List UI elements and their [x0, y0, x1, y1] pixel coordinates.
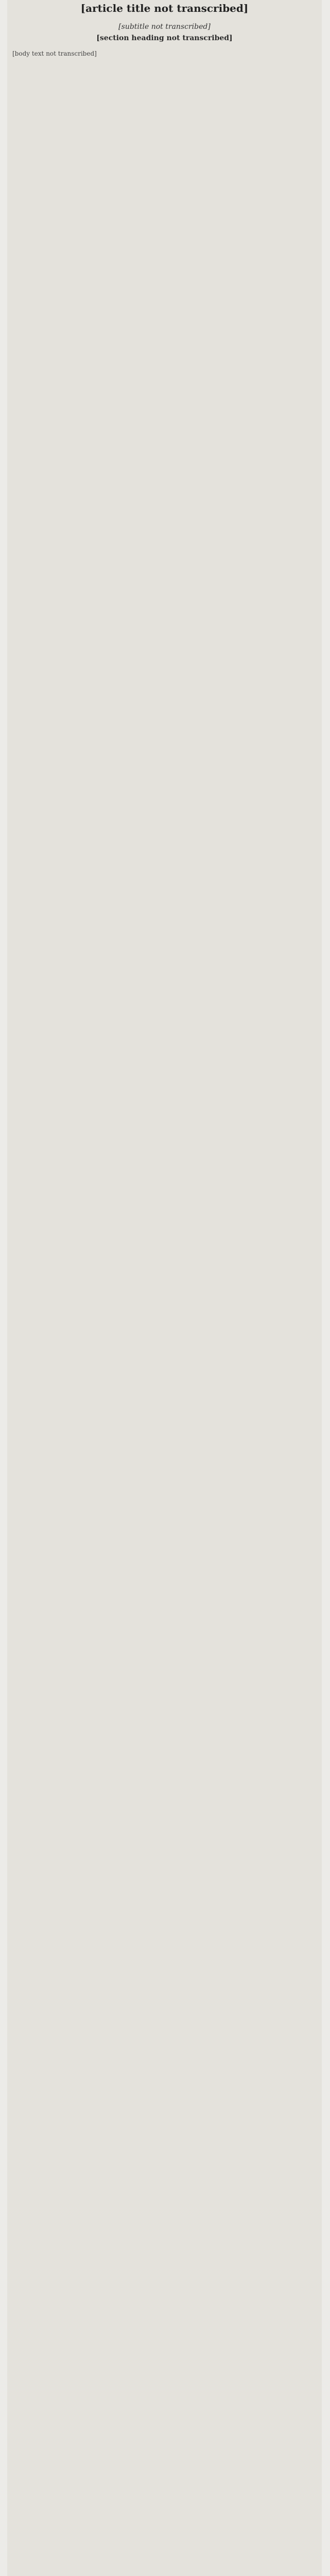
- article-text-placeholder: [body text not transcribed]: [12, 50, 97, 57]
- section-heading: [section heading not transcribed]: [96, 34, 233, 42]
- newspaper-page: [7, 0, 322, 2576]
- article-subtitle: [subtitle not transcribed]: [118, 23, 211, 31]
- article-title: [article title not transcribed]: [80, 2, 249, 14]
